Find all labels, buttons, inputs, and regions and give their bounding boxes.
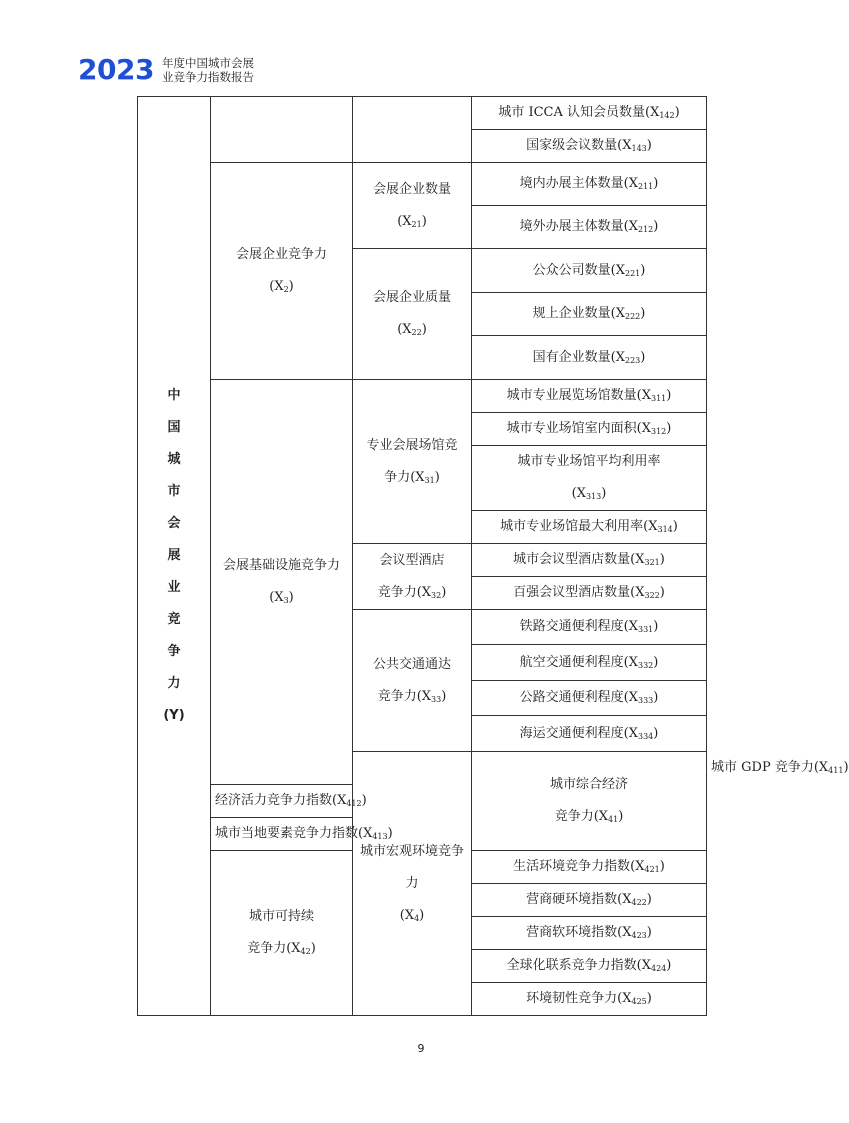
l4-indicator-cell: 城市专业展览场馆数量$(X_{311})$ xyxy=(472,380,707,413)
l4-indicator-cell: 城市专业场馆最大利用率$(X_{314})$ xyxy=(472,511,707,544)
l4-indicator-cell: 营商软环境指数$(X_{423})$ xyxy=(472,917,707,950)
root-char: 竞 xyxy=(167,612,181,627)
root-indicator-cell xyxy=(138,97,211,1016)
l3-indicator-cell: 公共交通通达 竞争力$(X_{33})$ xyxy=(353,610,472,752)
root-char: 展 xyxy=(167,548,181,563)
l4-indicator-cell: 经济活力竞争力指数$(X_{412})$ xyxy=(211,785,353,818)
header-title-line1: 年度中国城市会展 xyxy=(162,56,254,70)
root-char: 会 xyxy=(167,516,181,531)
l4-indicator-cell: 境外办展主体数量$(X_{212})$ xyxy=(472,206,707,249)
l4-indicator-cell: 城市专业场馆平均利用率 $(X_{313})$ xyxy=(472,446,707,511)
table-row xyxy=(138,163,707,206)
l4-indicator-cell: 营商硬环境指数$(X_{422})$ xyxy=(472,884,707,917)
l2-indicator-cell: 城市宏观环境竞争力 $(X_4)$ xyxy=(353,752,472,1016)
l4-indicator-cell: 境内办展主体数量$(X_{211})$ xyxy=(472,163,707,206)
l2-continued-cell xyxy=(211,97,353,163)
l4-indicator-cell: 铁路交通便利程度$(X_{331})$ xyxy=(472,610,707,645)
root-char: 争 xyxy=(167,644,181,659)
table-row: 城市宏观环境竞争力 $(X_4)$ 城市综合经济 竞争力$(X_{41})$ 城市 GDP 竞争力$(X_{411})$ xyxy=(138,752,707,785)
l4-indicator-cell: 城市 ICCA 认知会员数量$(X_{142})$ xyxy=(472,97,707,130)
page-number: 9 xyxy=(417,1042,425,1055)
root-char: 城 xyxy=(167,452,181,467)
root-char: (Y) xyxy=(163,708,185,723)
l4-indicator-cell: 规上企业数量$(X_{222})$ xyxy=(472,293,707,336)
header-title-line2: 业竞争力指数报告 xyxy=(162,70,254,84)
l4-indicator-cell: 百强会议型酒店数量$(X_{322})$ xyxy=(472,577,707,610)
l3-indicator-cell: 会展企业数量 $(X_{21})$ xyxy=(353,163,472,249)
l4-indicator-cell: 城市专业场馆室内面积$(X_{312})$ xyxy=(472,413,707,446)
l3-indicator-cell: 城市综合经济 竞争力$(X_{41})$ xyxy=(472,752,707,851)
root-char: 中 xyxy=(167,388,181,403)
l2-indicator-cell: 会展基础设施竞争力 $(X_3)$ xyxy=(211,380,353,785)
l3-indicator-cell: 城市可持续 竞争力$(X_{42})$ xyxy=(211,851,353,1016)
root-char: 力 xyxy=(167,676,181,691)
l4-indicator-cell: 国有企业数量$(X_{223})$ xyxy=(472,336,707,380)
root-char: 业 xyxy=(167,580,181,595)
l4-indicator-cell: 公众公司数量$(X_{221})$ xyxy=(472,249,707,293)
root-char: 国 xyxy=(167,420,181,435)
l3-indicator-cell: 会议型酒店 竞争力$(X_{32})$ xyxy=(353,544,472,610)
table-row xyxy=(138,380,707,413)
l3-continued-cell xyxy=(353,97,472,163)
l4-indicator-cell: 环境韧性竞争力$(X_{425})$ xyxy=(472,983,707,1016)
root-char: 市 xyxy=(167,484,181,499)
l4-indicator-cell: 航空交通便利程度$(X_{332})$ xyxy=(472,645,707,681)
table-row xyxy=(138,97,707,130)
index-system-table xyxy=(137,96,849,1016)
l4-indicator-cell: 城市当地要素竞争力指数$(X_{413})$ xyxy=(211,818,353,851)
l3-indicator-cell: 会展企业质量 $(X_{22})$ xyxy=(353,249,472,380)
l4-indicator-cell: 公路交通便利程度$(X_{333})$ xyxy=(472,681,707,716)
l4-indicator-cell: 生活环境竞争力指数$(X_{421})$ xyxy=(472,851,707,884)
l4-indicator-cell: 全球化联系竞争力指数$(X_{424})$ xyxy=(472,950,707,983)
l4-indicator-cell: 海运交通便利程度$(X_{334})$ xyxy=(472,716,707,752)
l4-indicator-cell: 城市会议型酒店数量$(X_{321})$ xyxy=(472,544,707,577)
header-year: 2023 xyxy=(78,53,154,86)
header-title xyxy=(162,56,302,84)
l4-indicator-cell: 国家级会议数量$(X_{143})$ xyxy=(472,130,707,163)
l3-indicator-cell: 专业会展场馆竞 争力$(X_{31})$ xyxy=(353,380,472,544)
l2-indicator-cell: 会展企业竞争力 $(X_2)$ xyxy=(211,163,353,380)
